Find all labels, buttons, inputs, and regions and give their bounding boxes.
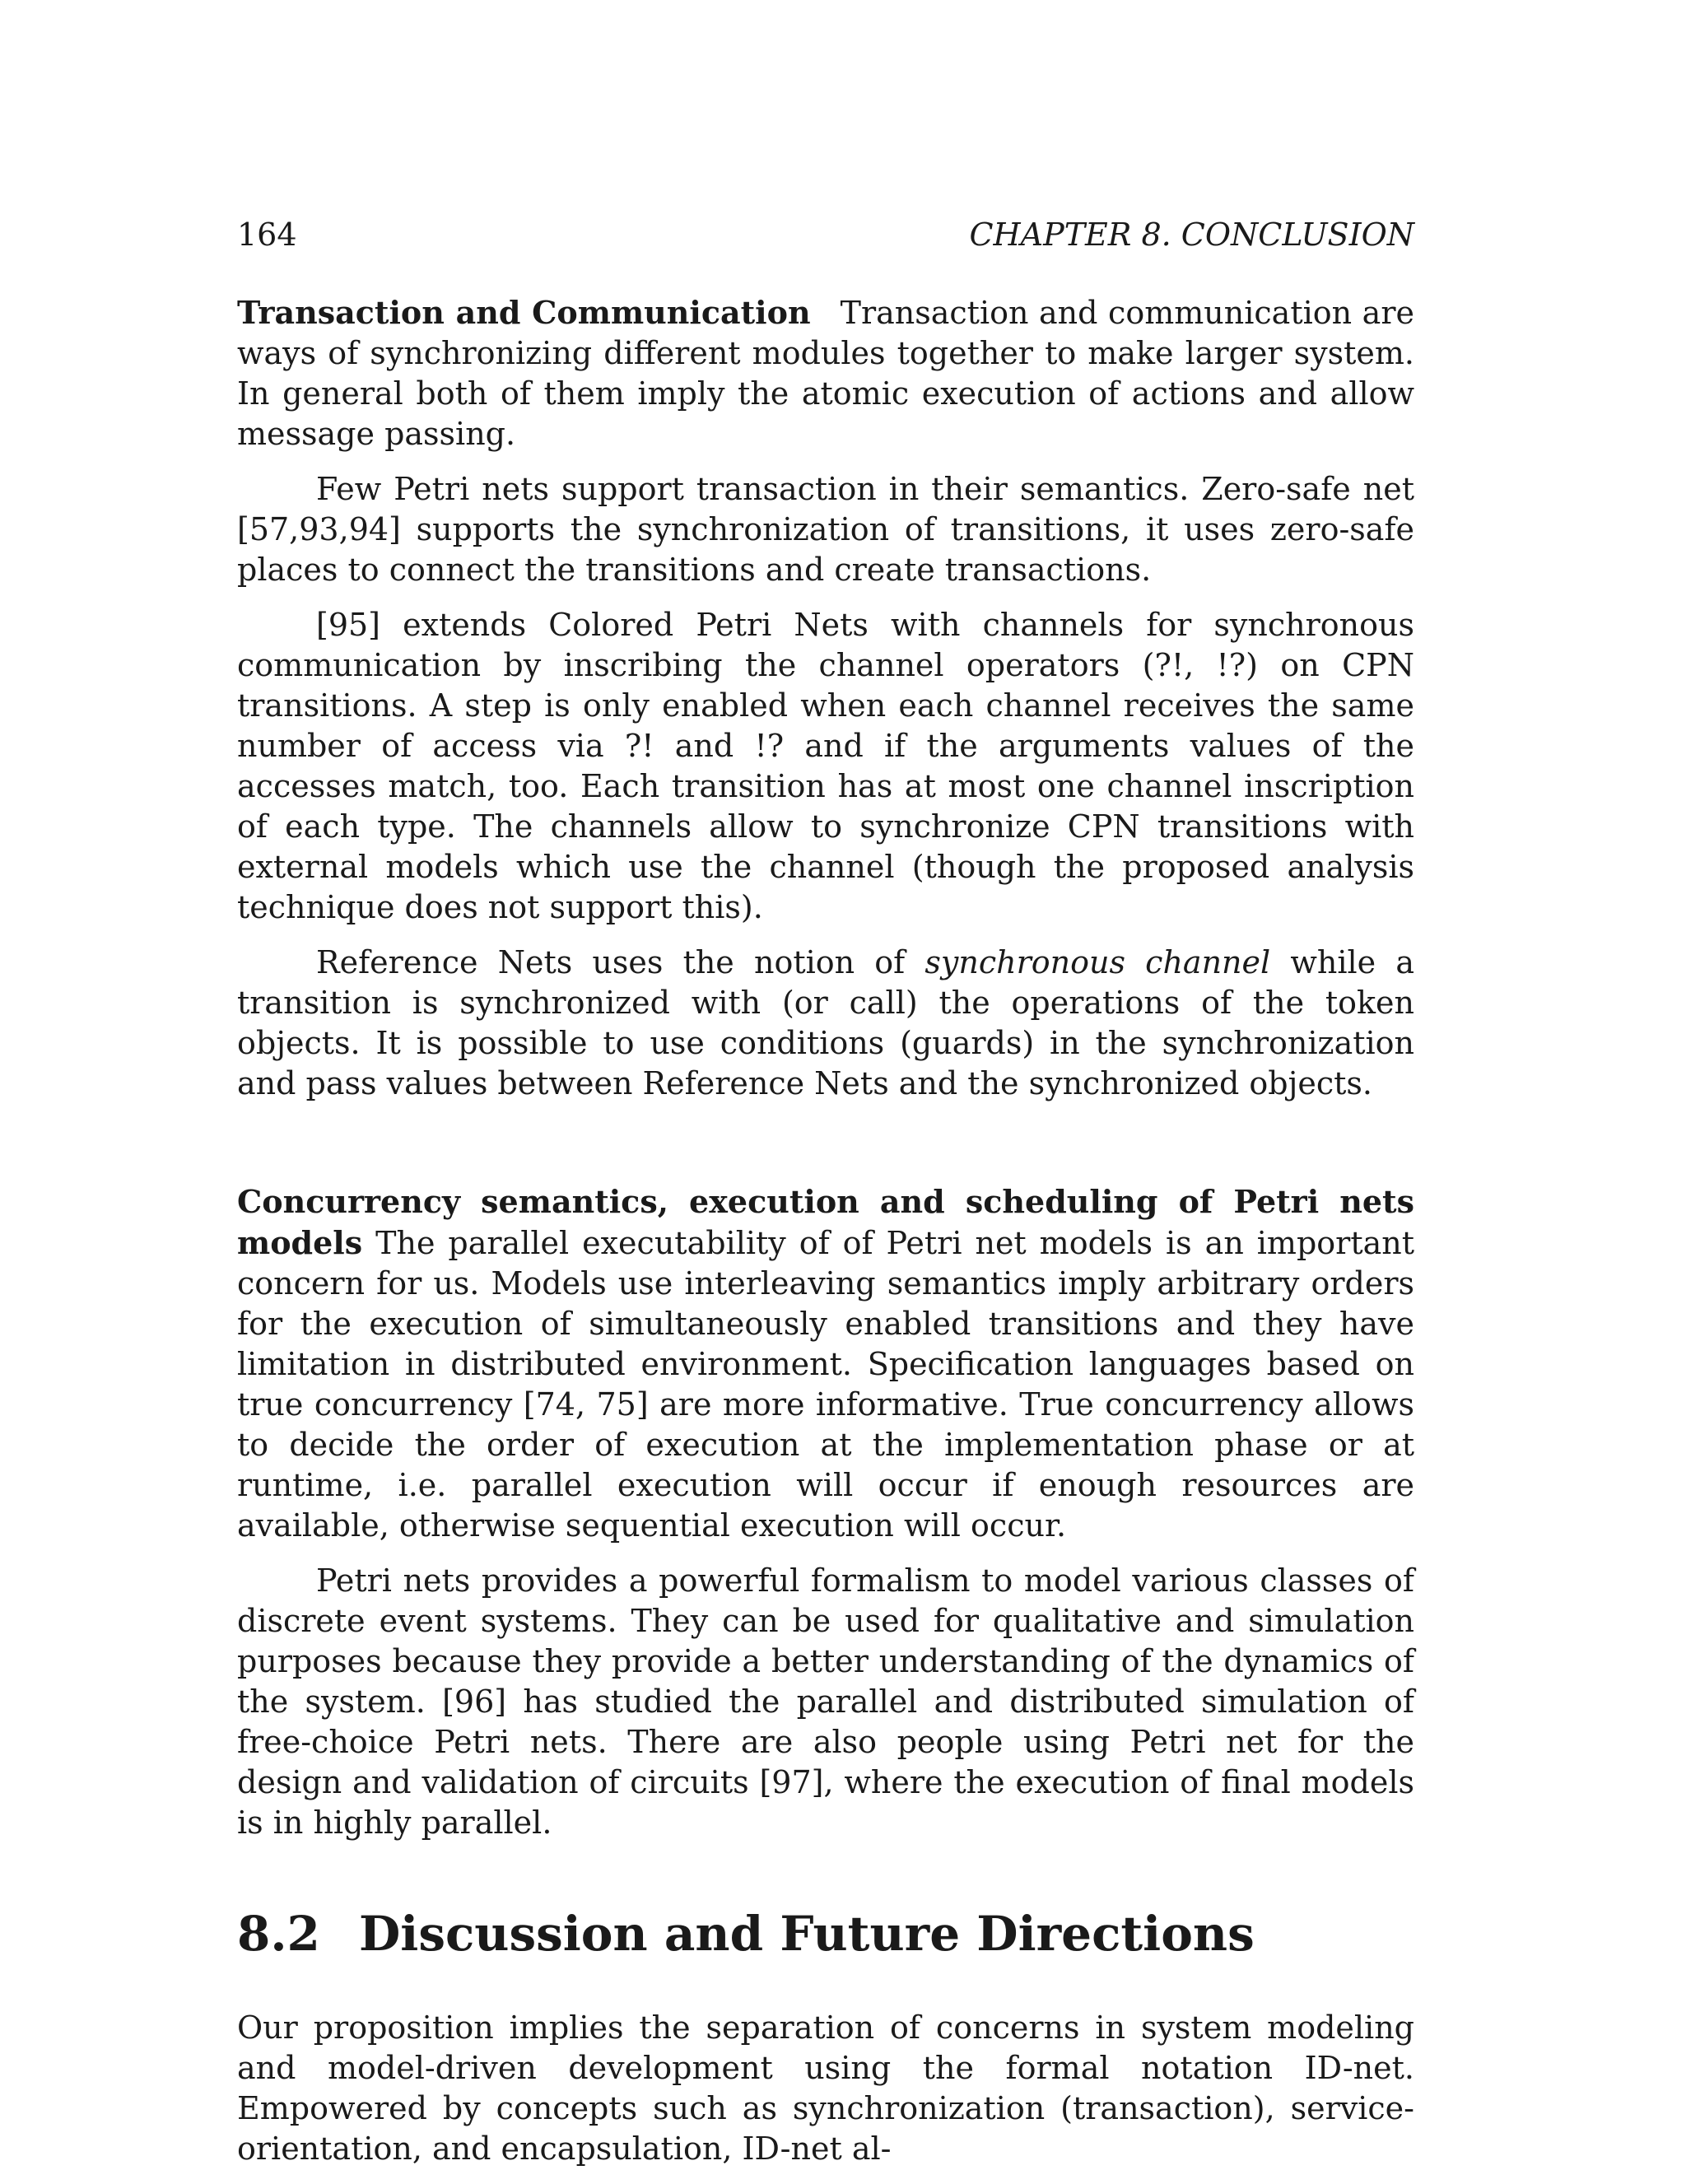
chapter-title: CHAPTER 8. CONCLUSION <box>969 217 1414 253</box>
transaction-heading: Transaction and Communication <box>237 294 811 331</box>
reference-nets-text-a: Reference Nets uses the notion of <box>316 944 925 980</box>
section-heading-8-2 <box>237 1901 1414 1967</box>
concurrency-paragraph-1 <box>237 1181 1414 1546</box>
transaction-paragraph-2: Few Petri nets support transaction in their semantics. Zero-safe net [57,93,94] supports the synchronization of transitions, it uses zero-safe places to connect the transitions and create transactions. <box>237 471 1414 588</box>
page-content <box>237 210 1414 2184</box>
discussion-paragraph-1: Our proposition implies the separation of concerns in system modeling and model-driven development using the formal notation ID-net. Empowered by concepts such as synchronization (transaction), service-orientation, and encapsulation, ID-net al- <box>237 2009 1414 2167</box>
transaction-paragraph-3: [95] extends Colored Petri Nets with channels for synchronous communication by inscribing the channel operators (?!, !?) on CPN transitions. A step is only enabled when each channel receives the same number of access via ?! and !? and if the arguments values of the accesses match, too. Each transition has at most one channel inscription of each type. The channels allow to synchronize CPN transitions with external models which use the channel (though the proposed analysis technique does not support this). <box>237 607 1414 925</box>
concurrency-paragraph-2: Petri nets provides a powerful formalism to model various classes of discrete event systems. They can be used for qualitative and simulation purposes because they provide a better understanding of the dynamics of the system. [96] has studied the parallel and distributed simulation of free-choice Petri nets. There are also people using Petri net for the design and validation of circuits [97], where the execution of final models is in highly parallel. <box>237 1562 1414 1841</box>
reference-nets-text-b: while a transition is synchronized with (or call) the operations of the token objects. It is possible to use conditions (guards) in the synchronization and pass values between Reference Nets and the synchronized objects. <box>237 944 1414 1101</box>
page-number: 164 <box>237 217 297 253</box>
section-title: Discussion and Future Directions <box>359 1906 1255 1962</box>
concurrency-text-1: The parallel executability of of Petri net models is an important concern for us. Models use interleaving semantics imply arbitrary orders for the execution of simultaneously enabled transitions and they have limitation in distributed environment. Specification languages based on true concurrency [74, 75] are more informative. True concurrency allows to decide the order of execution at the implementation phase or at runtime, i.e. parallel execution will occur if enough resources are available, otherwise sequential execution will occur. <box>237 1225 1414 1544</box>
section-gap <box>237 1119 1414 1181</box>
running-header <box>237 210 1414 259</box>
transaction-paragraph-1 <box>237 292 1414 454</box>
transaction-paragraph-4 <box>237 943 1414 1104</box>
transaction-text-1: Transaction and communication are ways of synchronizing different modules together to make larger system. In general both of them imply the atomic execution of actions and allow message passing. <box>237 295 1414 452</box>
concurrency-heading: Concurrency semantics, execution and scheduling of Petri nets models <box>237 1183 1414 1261</box>
synchronous-channel-term: synchronous channel <box>925 944 1271 980</box>
section-number: 8.2 <box>237 1906 320 1962</box>
